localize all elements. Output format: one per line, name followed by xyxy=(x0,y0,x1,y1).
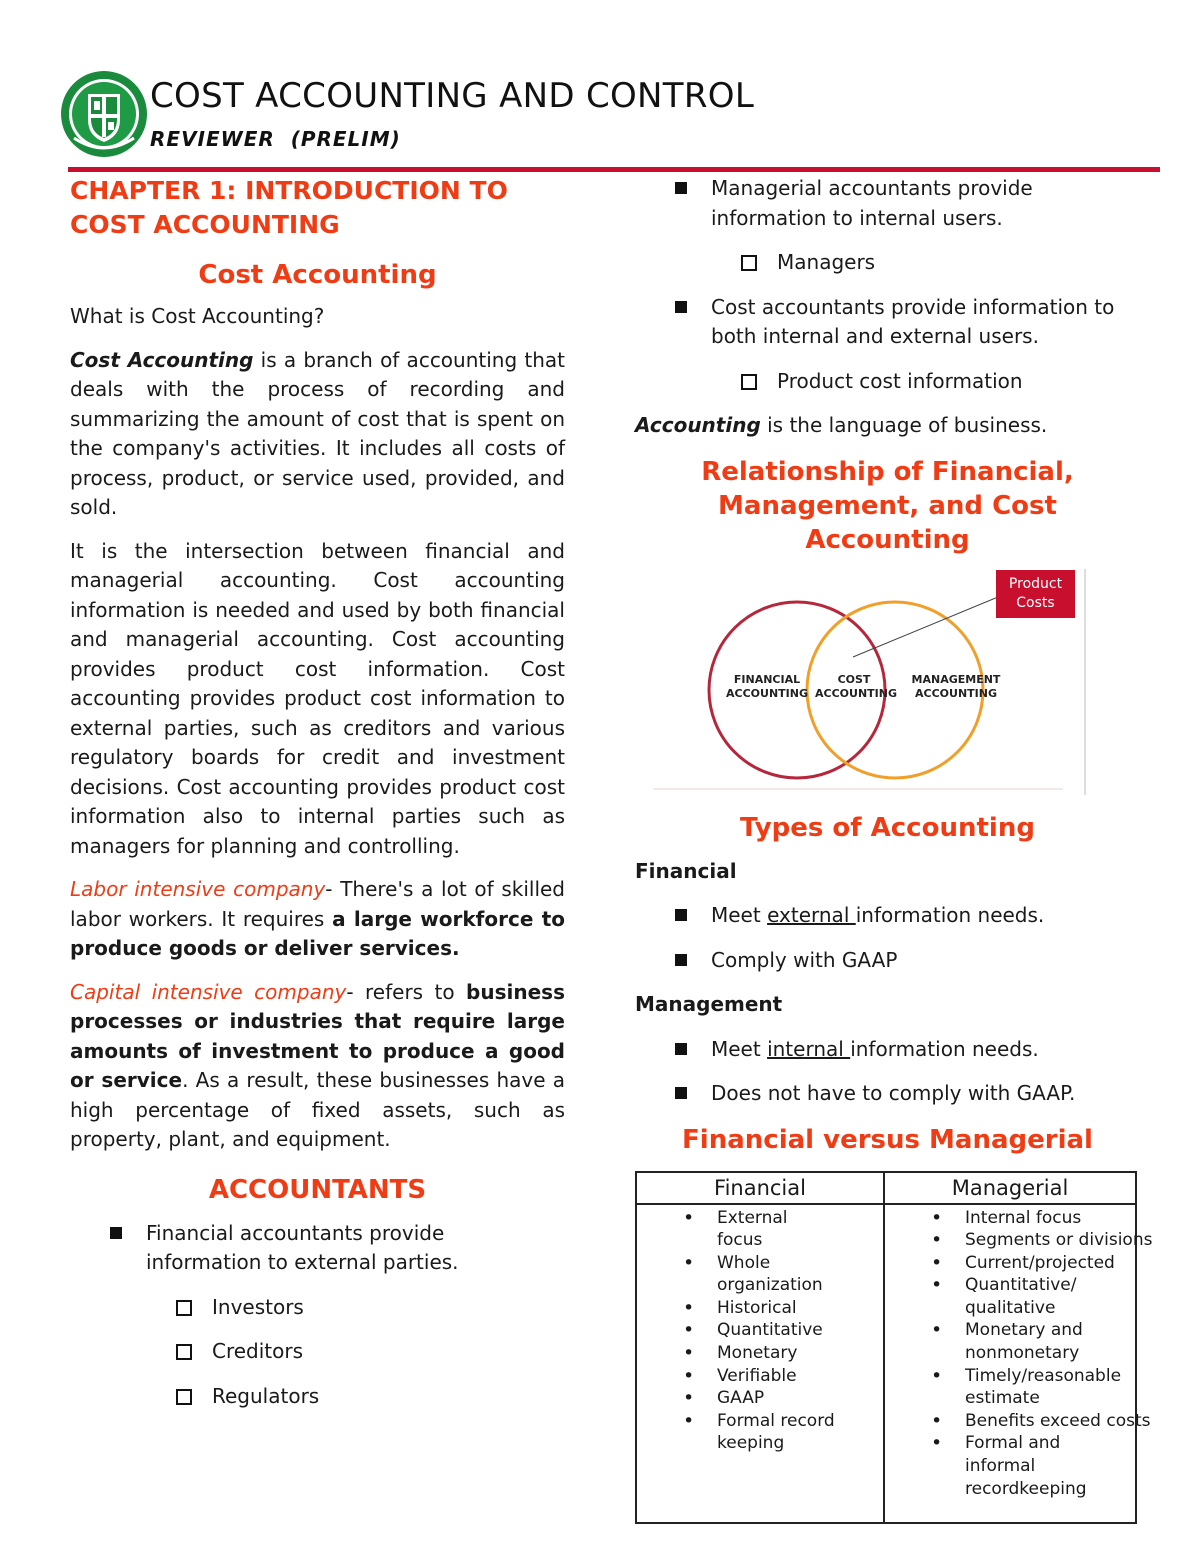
capital-rest-text: . As a result, these businesses have a high percentage of fixed assets, such as property, plant, and equipment. xyxy=(70,1068,565,1151)
capital-paragraph xyxy=(70,978,565,1155)
internal-user-item xyxy=(741,248,1140,278)
square-bullet-icon xyxy=(675,1087,687,1099)
management-accounting-label: MANAGEMENT ACCOUNTING xyxy=(911,672,1001,700)
list-item: • Monetary xyxy=(717,1342,837,1365)
managerial-accountants-item xyxy=(671,174,1140,233)
table-header-managerial: Managerial xyxy=(884,1172,1136,1204)
versus-heading: Financial versus Managerial xyxy=(682,1124,1093,1155)
types-heading: Types of Accounting xyxy=(740,812,1035,843)
left-column xyxy=(70,172,565,1411)
school-seal-logo xyxy=(60,68,148,160)
square-bullet-icon xyxy=(110,1227,122,1239)
list-item: • Monetary and nonmonetary xyxy=(965,1319,1135,1364)
financial-accountants-item xyxy=(106,1219,565,1278)
external-party-label: Creditors xyxy=(212,1339,304,1363)
document-subtitle: REVIEWER (PRELIM) xyxy=(150,127,401,151)
cost-accountant-sub-item xyxy=(741,367,1140,397)
managerial-accountants-text: Managerial accountants provide information to internal users. xyxy=(711,176,1033,230)
comparison-table xyxy=(635,1171,1153,1525)
document-title: COST ACCOUNTING AND CONTROL xyxy=(150,76,755,116)
financial-type-item xyxy=(671,946,1140,976)
labor-text: - There's a lot of skilled labor workers. It requires xyxy=(70,877,566,931)
item-text: Meet xyxy=(711,1036,768,1061)
underlined-text: external xyxy=(767,903,856,927)
list-item: • Quantitative xyxy=(717,1319,837,1342)
chapter-title: CHAPTER 1: INTRODUCTION TO COST ACCOUNTING xyxy=(70,176,508,239)
accounting-venn-diagram xyxy=(653,567,1103,797)
list-item: • Current/projected xyxy=(965,1252,1135,1275)
language-term: Accounting xyxy=(635,413,761,437)
labor-paragraph xyxy=(70,875,565,964)
square-bullet-icon xyxy=(675,182,687,194)
item-text: information needs. xyxy=(850,1036,1039,1061)
question-text: What is Cost Accounting? xyxy=(70,304,325,328)
item-text: Meet xyxy=(711,903,768,927)
definition-paragraph xyxy=(70,346,565,523)
labor-bold-text: a large workforce to produce goods or deliver services. xyxy=(70,906,566,960)
item-text: information needs. xyxy=(855,903,1045,927)
table-header-financial: Financial xyxy=(636,1172,884,1204)
language-text: is the language of business. xyxy=(760,413,1048,437)
list-item: • External focus xyxy=(717,1207,837,1252)
underlined-text: internal xyxy=(767,1036,851,1061)
checkbox-bullet-icon xyxy=(741,255,757,271)
list-item: • GAAP xyxy=(717,1387,837,1410)
external-party-item xyxy=(176,1382,565,1412)
accountants-heading: ACCOUNTANTS xyxy=(208,1174,427,1205)
relationship-heading: Relationship of Financial, Management, and Cost Accounting xyxy=(701,456,1074,555)
list-item: • Segments or divisions xyxy=(965,1229,1135,1252)
external-party-item xyxy=(176,1337,565,1367)
cost-accounting-label: COST ACCOUNTING xyxy=(815,672,897,700)
cost-accountants-text: Cost accountants provide information to both internal and external users. xyxy=(711,294,1115,348)
definition-term: Cost Accounting xyxy=(70,347,254,372)
checkbox-bullet-icon xyxy=(176,1300,192,1316)
management-type-item xyxy=(671,1035,1140,1065)
table-row xyxy=(636,1204,1136,1524)
cost-accounting-heading: Cost Accounting xyxy=(198,260,437,290)
internal-user-label: Managers xyxy=(777,250,876,274)
checkbox-bullet-icon xyxy=(176,1344,192,1360)
list-item: • Formal and informal recordkeeping xyxy=(965,1432,1135,1500)
square-bullet-icon xyxy=(675,909,687,921)
capital-text: - refers to xyxy=(346,979,467,1004)
cost-accountants-item xyxy=(671,293,1140,352)
list-item: • Benefits exceed costs xyxy=(965,1410,1135,1433)
management-type-label: Management xyxy=(635,992,783,1016)
definition-text: is a branch of accounting that deals with the process of recording and summarizing the amount of cost that is spent on the company's activities. It includes all costs of process, product, or service used, provided, and sold. xyxy=(70,347,565,519)
list-item: • Whole organization xyxy=(717,1252,837,1297)
product-costs-box: Product Costs xyxy=(996,570,1075,618)
labor-term: Labor intensive company xyxy=(70,877,326,901)
management-type-item xyxy=(671,1079,1140,1109)
financial-accountants-text: Financial accountants provide information to external parties. xyxy=(146,1220,459,1274)
right-column xyxy=(635,172,1153,1524)
square-bullet-icon xyxy=(675,301,687,313)
checkbox-bullet-icon xyxy=(741,374,757,390)
list-item: • Historical xyxy=(717,1297,837,1320)
managerial-traits-cell xyxy=(884,1204,1153,1524)
list-item: • Verifiable xyxy=(717,1365,837,1388)
intersection-paragraph: It is the intersection between financial and managerial accounting. Cost accounting information is needed and used by both financial and managerial accounting. Cost accounting provides product cost information. Cost accounting provides product cost information to external parties, such as creditors and various regulatory boards for credit and investment decisions. Cost accounting provides product cost information also to internal parties such as managers for planning and controlling. xyxy=(70,538,565,858)
square-bullet-icon xyxy=(675,1043,687,1055)
list-item: • Formal recordkeeping xyxy=(717,1410,837,1455)
language-sentence xyxy=(635,411,1140,441)
financial-traits-cell xyxy=(636,1204,884,1524)
checkbox-bullet-icon xyxy=(176,1389,192,1405)
list-item: • Timely/reasonable estimate xyxy=(965,1365,1135,1410)
list-item: • Quantitative/ qualitative xyxy=(965,1274,1135,1319)
capital-bold-text: business processes or industries that require large amounts of investment to produce a good or service xyxy=(70,979,565,1092)
list-item: • Internal focus xyxy=(965,1207,1135,1230)
square-bullet-icon xyxy=(675,954,687,966)
financial-accounting-label: FINANCIAL ACCOUNTING xyxy=(726,672,808,700)
external-party-item xyxy=(176,1293,565,1323)
cost-accountant-sub-label: Product cost information xyxy=(777,368,1023,393)
item-text: Does not have to comply with GAAP. xyxy=(711,1081,1076,1105)
item-text: Comply with GAAP xyxy=(711,947,898,972)
external-party-label: Investors xyxy=(212,1294,304,1319)
financial-type-label: Financial xyxy=(635,858,737,883)
external-party-label: Regulators xyxy=(212,1383,320,1408)
financial-type-item xyxy=(671,901,1140,931)
capital-term: Capital intensive company xyxy=(70,979,347,1004)
